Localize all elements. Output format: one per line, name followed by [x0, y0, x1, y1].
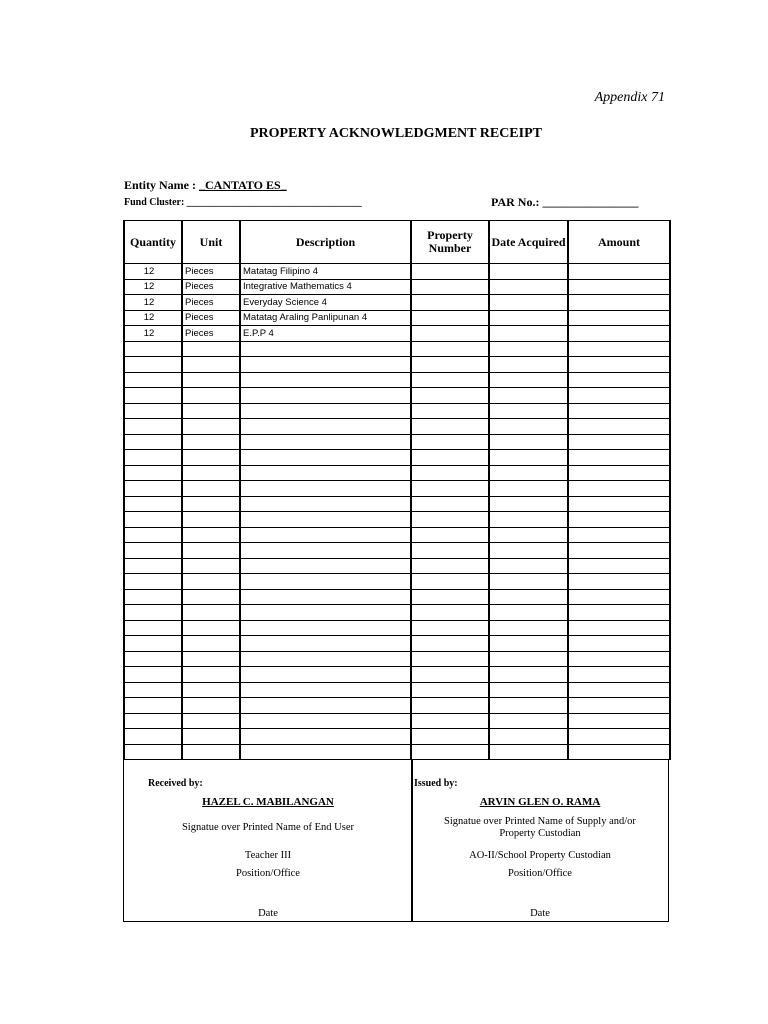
cell-unit — [182, 713, 240, 729]
table-row — [124, 279, 670, 295]
cell-property-number — [411, 558, 489, 574]
cell-quantity — [124, 558, 182, 574]
cell-quantity — [124, 605, 182, 621]
cell-date-acquired — [489, 326, 568, 342]
cell-quantity — [124, 388, 182, 404]
cell-unit — [182, 450, 240, 466]
cell-quantity — [124, 698, 182, 714]
cell-date-acquired — [489, 713, 568, 729]
cell-date-acquired — [489, 388, 568, 404]
col-header-description: Description — [240, 221, 411, 264]
table-row — [124, 605, 670, 621]
cell-description — [240, 651, 411, 667]
table-row — [124, 636, 670, 652]
cell-date-acquired — [489, 295, 568, 311]
cell-property-number — [411, 372, 489, 388]
cell-property-number — [411, 698, 489, 714]
cell-quantity — [124, 434, 182, 450]
cell-unit — [182, 357, 240, 373]
cell-quantity — [124, 543, 182, 559]
cell-unit — [182, 558, 240, 574]
cell-property-number — [411, 496, 489, 512]
entity-name-line — [124, 178, 287, 193]
col-header-amount: Amount — [568, 221, 670, 264]
cell-date-acquired — [489, 543, 568, 559]
cell-property-number — [411, 481, 489, 497]
cell-description — [240, 512, 411, 528]
cell-property-number — [411, 667, 489, 683]
cell-description — [240, 527, 411, 543]
cell-amount — [568, 620, 670, 636]
cell-quantity — [124, 419, 182, 435]
cell-description: Matatag Filipino 4 — [240, 264, 411, 280]
cell-description — [240, 682, 411, 698]
table-row — [124, 620, 670, 636]
cell-unit — [182, 465, 240, 481]
cell-property-number — [411, 651, 489, 667]
cell-unit — [182, 388, 240, 404]
issued-by-label: Issued by: — [414, 778, 458, 789]
cell-date-acquired — [489, 558, 568, 574]
table-row — [124, 651, 670, 667]
cell-date-acquired — [489, 264, 568, 280]
cell-quantity — [124, 481, 182, 497]
cell-amount — [568, 496, 670, 512]
cell-quantity: 12 — [124, 295, 182, 311]
cell-date-acquired — [489, 636, 568, 652]
cell-quantity — [124, 729, 182, 745]
issued-by-date-caption: Date — [530, 908, 550, 919]
cell-amount — [568, 574, 670, 590]
cell-unit — [182, 496, 240, 512]
cell-description — [240, 620, 411, 636]
cell-unit — [182, 729, 240, 745]
cell-amount — [568, 744, 670, 760]
cell-quantity — [124, 341, 182, 357]
table-row — [124, 527, 670, 543]
cell-description: Everyday Science 4 — [240, 295, 411, 311]
cell-property-number — [411, 636, 489, 652]
cell-description — [240, 434, 411, 450]
cell-quantity — [124, 403, 182, 419]
fund-cluster-blank: ___________________________________ — [186, 197, 362, 208]
cell-unit: Pieces — [182, 279, 240, 295]
cell-unit — [182, 682, 240, 698]
received-by-position-caption: Position/Office — [236, 868, 300, 879]
cell-date-acquired — [489, 651, 568, 667]
cell-unit: Pieces — [182, 326, 240, 342]
cell-description — [240, 698, 411, 714]
cell-amount — [568, 388, 670, 404]
cell-unit — [182, 434, 240, 450]
cell-quantity — [124, 636, 182, 652]
received-by-date-caption: Date — [258, 908, 278, 919]
cell-quantity — [124, 682, 182, 698]
cell-quantity: 12 — [124, 326, 182, 342]
cell-quantity — [124, 620, 182, 636]
cell-description — [240, 450, 411, 466]
received-by-position: Teacher III — [244, 850, 292, 861]
cell-property-number — [411, 264, 489, 280]
table-row — [124, 543, 670, 559]
cell-property-number — [411, 543, 489, 559]
cell-amount — [568, 341, 670, 357]
table-row — [124, 310, 670, 326]
fund-cluster-line — [124, 197, 362, 208]
cell-description — [240, 667, 411, 683]
cell-property-number — [411, 744, 489, 760]
cell-property-number — [411, 403, 489, 419]
cell-property-number — [411, 512, 489, 528]
cell-amount — [568, 558, 670, 574]
cell-date-acquired — [489, 357, 568, 373]
cell-amount — [568, 419, 670, 435]
cell-amount — [568, 651, 670, 667]
cell-unit — [182, 341, 240, 357]
issued-by-block — [411, 760, 669, 922]
table-row — [124, 434, 670, 450]
cell-description — [240, 481, 411, 497]
received-by-block — [123, 760, 413, 922]
cell-amount — [568, 713, 670, 729]
cell-property-number — [411, 326, 489, 342]
cell-unit — [182, 605, 240, 621]
cell-unit: Pieces — [182, 295, 240, 311]
cell-description — [240, 496, 411, 512]
cell-amount — [568, 279, 670, 295]
cell-date-acquired — [489, 512, 568, 528]
appendix-label: Appendix 71 — [594, 90, 665, 105]
cell-unit — [182, 419, 240, 435]
cell-property-number — [411, 450, 489, 466]
cell-amount — [568, 310, 670, 326]
table-row — [124, 264, 670, 280]
cell-unit — [182, 372, 240, 388]
cell-amount — [568, 434, 670, 450]
cell-amount — [568, 357, 670, 373]
cell-date-acquired — [489, 527, 568, 543]
col-header-quantity: Quantity — [124, 221, 182, 264]
cell-unit — [182, 667, 240, 683]
cell-amount — [568, 698, 670, 714]
cell-quantity — [124, 651, 182, 667]
issued-by-position-caption: Position/Office — [508, 868, 572, 879]
cell-quantity — [124, 527, 182, 543]
cell-property-number — [411, 279, 489, 295]
par-no-line — [491, 195, 638, 210]
cell-quantity — [124, 357, 182, 373]
form-title: PROPERTY ACKNOWLEDGMENT RECEIPT — [250, 126, 542, 141]
cell-property-number — [411, 341, 489, 357]
cell-description — [240, 574, 411, 590]
cell-unit — [182, 589, 240, 605]
table-row — [124, 465, 670, 481]
cell-amount — [568, 403, 670, 419]
cell-quantity — [124, 713, 182, 729]
cell-description — [240, 341, 411, 357]
items-table — [123, 220, 671, 760]
cell-quantity — [124, 450, 182, 466]
cell-date-acquired — [489, 434, 568, 450]
table-row — [124, 558, 670, 574]
received-by-signature-caption: Signatue over Printed Name of End User — [181, 822, 355, 833]
cell-description — [240, 589, 411, 605]
table-row — [124, 403, 670, 419]
cell-amount — [568, 729, 670, 745]
table-row — [124, 419, 670, 435]
cell-quantity — [124, 465, 182, 481]
cell-quantity — [124, 667, 182, 683]
cell-description — [240, 357, 411, 373]
col-header-date-acquired: Date Acquired — [489, 221, 568, 264]
cell-date-acquired — [489, 698, 568, 714]
cell-quantity: 12 — [124, 264, 182, 280]
cell-amount — [568, 465, 670, 481]
cell-amount — [568, 682, 670, 698]
cell-date-acquired — [489, 574, 568, 590]
cell-description — [240, 636, 411, 652]
table-row — [124, 682, 670, 698]
cell-property-number — [411, 620, 489, 636]
cell-quantity — [124, 589, 182, 605]
signature-section — [123, 760, 669, 923]
cell-unit — [182, 574, 240, 590]
table-row — [124, 372, 670, 388]
cell-amount — [568, 372, 670, 388]
cell-property-number — [411, 574, 489, 590]
table-row — [124, 481, 670, 497]
cell-property-number — [411, 589, 489, 605]
table-header-row — [124, 221, 670, 264]
cell-property-number — [411, 465, 489, 481]
cell-date-acquired — [489, 310, 568, 326]
cell-date-acquired — [489, 589, 568, 605]
cell-unit — [182, 698, 240, 714]
cell-property-number — [411, 682, 489, 698]
cell-unit — [182, 636, 240, 652]
par-no-blank: ________________ — [542, 195, 639, 209]
cell-description — [240, 543, 411, 559]
entity-name-value: _CANTATO ES_ — [199, 178, 287, 192]
table-row — [124, 744, 670, 760]
table-row — [124, 496, 670, 512]
cell-date-acquired — [489, 682, 568, 698]
cell-unit: Pieces — [182, 310, 240, 326]
col-header-property-number: Property Number — [411, 221, 489, 264]
cell-date-acquired — [489, 279, 568, 295]
cell-unit: Pieces — [182, 264, 240, 280]
cell-description: Integrative Mathematics 4 — [240, 279, 411, 295]
cell-quantity — [124, 372, 182, 388]
cell-description — [240, 465, 411, 481]
cell-description — [240, 558, 411, 574]
cell-quantity: 12 — [124, 279, 182, 295]
cell-description — [240, 744, 411, 760]
cell-amount — [568, 450, 670, 466]
entity-name-label: Entity Name : — [124, 178, 199, 192]
table-row — [124, 589, 670, 605]
cell-date-acquired — [489, 481, 568, 497]
cell-date-acquired — [489, 605, 568, 621]
table-row — [124, 574, 670, 590]
cell-description: E.P.P 4 — [240, 326, 411, 342]
cell-unit — [182, 543, 240, 559]
table-row — [124, 450, 670, 466]
cell-amount — [568, 512, 670, 528]
table-row — [124, 357, 670, 373]
cell-description — [240, 403, 411, 419]
cell-date-acquired — [489, 496, 568, 512]
cell-date-acquired — [489, 465, 568, 481]
cell-unit — [182, 512, 240, 528]
cell-unit — [182, 403, 240, 419]
cell-amount — [568, 295, 670, 311]
cell-amount — [568, 605, 670, 621]
cell-date-acquired — [489, 372, 568, 388]
cell-quantity — [124, 574, 182, 590]
cell-property-number — [411, 434, 489, 450]
cell-date-acquired — [489, 403, 568, 419]
cell-unit — [182, 481, 240, 497]
cell-property-number — [411, 605, 489, 621]
issued-by-name: ARVIN GLEN O. RAMA — [479, 796, 601, 808]
cell-amount — [568, 636, 670, 652]
table-row — [124, 341, 670, 357]
cell-property-number — [411, 729, 489, 745]
cell-date-acquired — [489, 341, 568, 357]
cell-amount — [568, 667, 670, 683]
issued-by-position: AO-II/School Property Custodian — [469, 850, 611, 861]
issued-by-signature-caption: Signatue over Printed Name of Supply and/or Property Custodian — [444, 816, 636, 839]
cell-amount — [568, 264, 670, 280]
table-row — [124, 667, 670, 683]
cell-property-number — [411, 357, 489, 373]
received-by-label: Received by: — [148, 778, 203, 789]
cell-property-number — [411, 527, 489, 543]
cell-description — [240, 713, 411, 729]
cell-description — [240, 372, 411, 388]
cell-date-acquired — [489, 419, 568, 435]
cell-amount — [568, 543, 670, 559]
cell-quantity — [124, 744, 182, 760]
cell-date-acquired — [489, 620, 568, 636]
cell-property-number — [411, 419, 489, 435]
received-by-name: HAZEL C. MABILANGAN — [202, 796, 334, 808]
cell-amount — [568, 481, 670, 497]
cell-date-acquired — [489, 450, 568, 466]
cell-description — [240, 419, 411, 435]
par-no-label: PAR No.: — [491, 195, 540, 209]
cell-date-acquired — [489, 667, 568, 683]
table-row — [124, 713, 670, 729]
cell-unit — [182, 651, 240, 667]
table-row — [124, 326, 670, 342]
cell-description — [240, 729, 411, 745]
cell-quantity: 12 — [124, 310, 182, 326]
cell-description — [240, 605, 411, 621]
cell-quantity — [124, 496, 182, 512]
cell-property-number — [411, 310, 489, 326]
cell-date-acquired — [489, 744, 568, 760]
cell-description: Matatag Araling Panlipunan 4 — [240, 310, 411, 326]
cell-unit — [182, 620, 240, 636]
col-header-unit: Unit — [182, 221, 240, 264]
table-row — [124, 729, 670, 745]
cell-property-number — [411, 713, 489, 729]
table-row — [124, 698, 670, 714]
cell-unit — [182, 527, 240, 543]
fund-cluster-label: Fund Cluster: — [124, 197, 185, 208]
cell-quantity — [124, 512, 182, 528]
cell-amount — [568, 527, 670, 543]
table-row — [124, 388, 670, 404]
cell-property-number — [411, 388, 489, 404]
cell-description — [240, 388, 411, 404]
cell-date-acquired — [489, 729, 568, 745]
cell-amount — [568, 326, 670, 342]
cell-amount — [568, 589, 670, 605]
cell-unit — [182, 744, 240, 760]
table-row — [124, 512, 670, 528]
table-row — [124, 295, 670, 311]
cell-property-number — [411, 295, 489, 311]
